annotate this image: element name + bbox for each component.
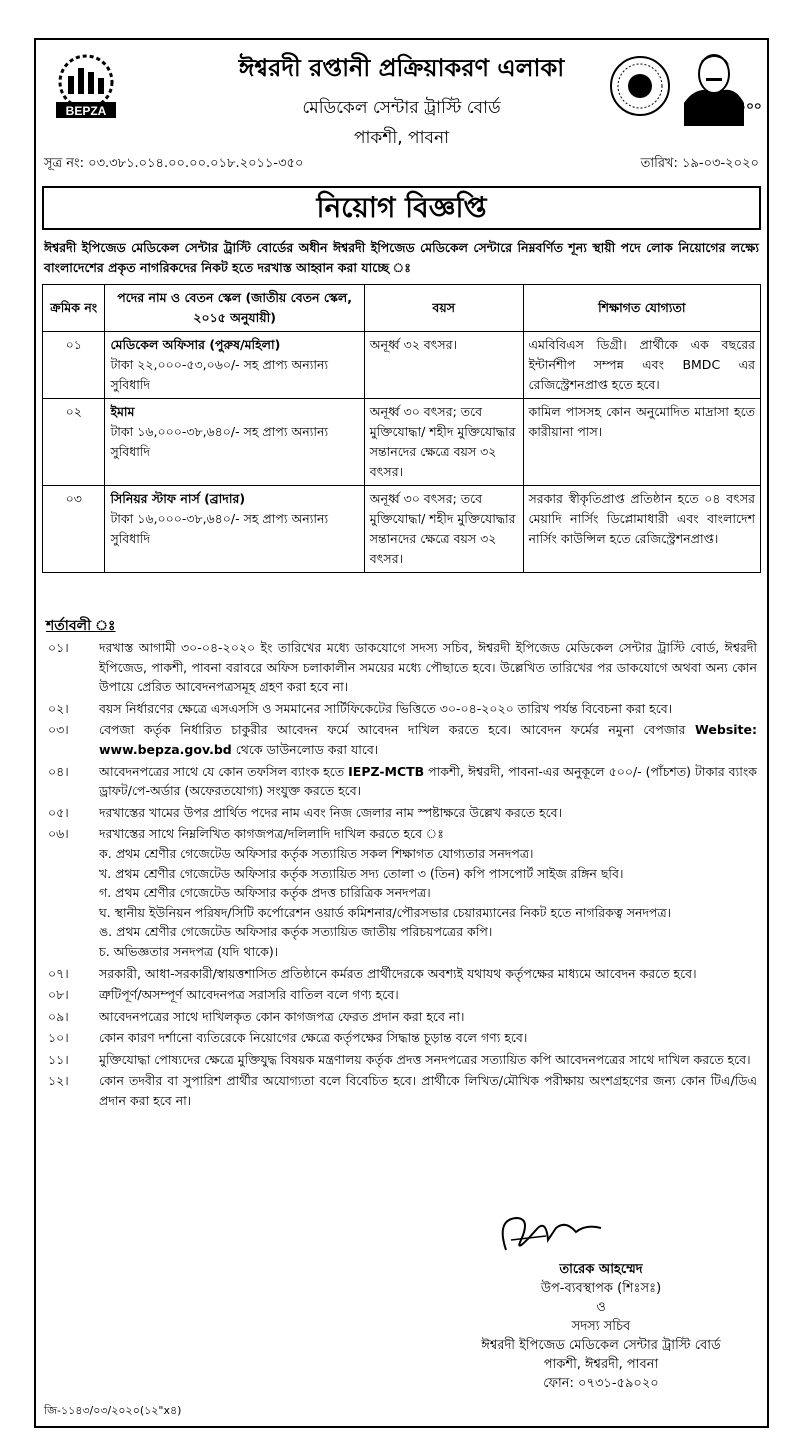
list-item xyxy=(44,985,757,1005)
posts-table xyxy=(42,284,761,573)
reference-number: সূত্র নং: ০৩.৩৮১.০১৪.০০.০০.০১৮.২০১১-৩৫০ xyxy=(44,156,304,171)
condition-text: কোন কারণ দর্শানো ব্যতিরেকে নিয়োগের ক্ষেত্রে কর্তৃপক্ষের সিদ্ধান্ত চূড়ান্ত বলে গণ্য হবে। xyxy=(99,1030,528,1046)
table-header-row xyxy=(43,285,761,332)
condition-text: বয়স নির্ধারণের ক্ষেত্রে এসএসসি ও সমমানের সার্টিফিকেটের ভিত্তিতে ৩০-০৪-২০২০ তারিখ পর্যন্ত বিবেচনা করা হবে। xyxy=(99,700,673,716)
condition-number: ০৮। xyxy=(48,987,69,1003)
condition-text: দরখাস্ত আগামী ৩০-০৪-২০২০ ইং তারিখের মধ্যে ডাকযোগে সদস্য সচিব, ঈশ্বরদী ইপিজেড মেডিকেল সেন্টার ট্রাস্টি বোর্ড, ঈশ্বরদী ইপিজেড, পাকশী, পাবনা বরাবরে অফিস চলাকালীন সময়ের মধ্যে পৌছাতে হবে। উল্লেখিত তারিখের পর ডাকযোগে অথবা অন্য কোন উপায়ে প্রেরিত আবেদনপত্রসমূহ গ্রহণ করা হবে না। xyxy=(99,640,757,695)
row-post-cell xyxy=(105,332,364,399)
signatory-org: ঈশ্বরদী ইপিজেড মেডিকেল সেন্টার ট্রাস্টি বোর্ড xyxy=(481,1338,721,1353)
condition-text: বেপজা কর্তৃক নির্ধারিত চাকুরীর আবেদন ফর্মে আবেদন দাখিল করতে হবে। আবেদন ফর্মের নমুনা বেপজার xyxy=(99,722,686,738)
table-row xyxy=(43,332,761,399)
list-item xyxy=(44,720,757,759)
condition-number: ১২। xyxy=(48,1073,69,1089)
row-serial: ০৩ xyxy=(43,486,105,573)
row-qualification: এমবিবিএস ডিগ্রী। প্রার্থীকে এক বছরের ইন্টার্নশীপ সম্পন্ন এবং BMDC এর রেজিস্ট্রেশনপ্রাপ্ত হতে হবে। xyxy=(523,332,760,399)
header-serial: ক্রমিক নং xyxy=(43,285,105,332)
row-age: অনূর্ধ্ব ৩০ বৎসর; তবে মুক্তিযোদ্ধা/ শহীদ মুক্তিযোদ্ধার সন্তানদের ক্ষেত্রে বয়স ৩২ বৎসর। xyxy=(364,399,523,486)
row-post-name: ইমাম xyxy=(110,404,135,419)
bank-account-name: IEPZ-MCTB xyxy=(348,763,425,779)
row-pay-scale: টাকা ১৬,০০০-৩৮,৬৪০/- সহ প্রাপ্য অন্যান্য সুবিধাদি xyxy=(110,424,329,459)
document-item: খ. প্রথম শ্রেণীর গেজেটেড অফিসার কর্তৃক সত্যায়িত সদ্য তোলা ৩ (তিন) কপি পাসপোর্ট সাইজ রঙ্গিন ছবি। xyxy=(99,865,624,881)
condition-text-after: পাকশী, ঈশ্বরদী, পাবনা-এর অনুকূলে ৫০০/- (পাঁচশত) টাকার ব্যাংক ড্রাফট/পে-অর্ডার (অফেরতযোগ্য) সংযুক্ত করতে হবে। xyxy=(99,763,758,799)
document-item: ক. প্রথম শ্রেণীর গেজেটেড অফিসার কর্তৃক সত্যায়িত সকল শিক্ষাগত যোগ্যতার সনদপত্র। xyxy=(99,845,534,861)
condition-text-block xyxy=(99,762,757,801)
org-subtitle: মেডিকেল সেন্টার ট্রাস্টি বোর্ড xyxy=(302,98,501,118)
svg-text:১০০: ১০০ xyxy=(738,99,762,113)
row-post-name: মেডিকেল অফিসার (পুরুষ/মহিলা) xyxy=(110,337,281,352)
condition-text: সরকারী, আধা-সরকারী/স্বায়ত্তশাসিত প্রতিষ্ঠানে কর্মরত প্রার্থীদেরকে অবশ্যই যথাযথ কর্তৃপক্ষের মাধ্যমে আবেদন করতে হবে। xyxy=(99,965,697,981)
reference-line xyxy=(44,154,759,174)
signatory-address: পাকশী, ঈশ্বরদী, পাবনা xyxy=(543,1357,659,1372)
intro-paragraph: ঈশ্বরদী ইপিজেড মেডিকেল সেন্টার ট্রাস্টি বোর্ডের অধীন ঈশ্বরদী ইপিজেড মেডিকেল সেন্টারে নিম্নবর্ণিত শূন্য স্থায়ী পদে লোক নিয়োগের লক্ষ্যে বাংলাদেশের প্রকৃত নাগরিকদের নিকট হতে দরখাস্ত আহ্বান করা যাচ্ছে ঃ xyxy=(44,240,759,275)
signature-icon xyxy=(486,1210,606,1260)
row-age: অনূর্ধ্ব ৩০ বৎসর; তবে মুক্তিযোদ্ধা/ শহীদ মুক্তিযোদ্ধার সন্তানদের ক্ষেত্রে বয়স ৩২ বৎসর। xyxy=(364,486,523,573)
table-row xyxy=(43,486,761,573)
logo-text: BEPZA xyxy=(65,104,107,118)
list-item xyxy=(44,1028,757,1048)
list-item xyxy=(44,824,757,961)
condition-number: ০৬। xyxy=(48,826,69,842)
condition-text: দরখাস্তের খামের উপর প্রার্থিত পদের নাম এবং নিজ জেলার নাম স্পষ্টাক্ষরে উল্লেখ করতে হবে। xyxy=(99,804,563,820)
header-post: পদের নাম ও বেতন স্কেল (জাতীয় বেতন স্কেল, ২০১৫ অনুযায়ী) xyxy=(105,285,364,332)
row-serial: ০২ xyxy=(43,399,105,486)
header-age: বয়স xyxy=(364,285,523,332)
list-item xyxy=(44,803,757,823)
row-post-cell xyxy=(105,399,364,486)
condition-number: ০৫। xyxy=(48,804,69,820)
document-item: চ. অভিজ্ঞতার সনদপত্র (যদি থাকে)। xyxy=(99,943,279,959)
row-post-cell xyxy=(105,486,364,573)
document-item: গ. প্রথম শ্রেণীর গেজেটেড অফিসার কর্তৃক প্রদত্ত চারিত্রিক সনদপত্র। xyxy=(99,885,431,901)
website-link[interactable]: Website: www.bepza.gov.bd xyxy=(99,722,757,757)
row-post-name: সিনিয়র স্টাফ নার্স (ব্রাদার) xyxy=(110,491,246,506)
list-item xyxy=(44,1071,757,1110)
condition-text: কোন তদবীর বা সুপারিশ প্রার্থীর অযোগ্যতা বলে বিবেচিত হবে। প্রার্থীকে লিখিত/মৌখিক পরীক্ষায় অংশগ্রহণের জন্য কোন টিএ/ডিএ প্রদান করা হবে না। xyxy=(99,1073,757,1109)
condition-text-after: থেকে ডাউনলোড করা যাবে। xyxy=(231,741,379,757)
condition-text: ত্রুটিপূর্ণ/অসম্পূর্ণ আবেদনপত্র সরাসরি বাতিল বলে গণ্য হবে। xyxy=(99,987,399,1003)
conditions-list xyxy=(44,638,757,1113)
row-age: অনূর্ধ্ব ৩২ বৎসর। xyxy=(364,332,523,399)
condition-number: ১০। xyxy=(48,1030,69,1046)
org-title: ঈশ্বরদী রপ্তানী প্রক্রিয়াকরণ এলাকা xyxy=(238,54,565,82)
header xyxy=(36,40,767,171)
condition-text: দরখাস্তের সাথে নিম্নলিখিত কাগজপত্র/দলিলাদি দাখিল করতে হবে ঃ xyxy=(99,826,444,842)
notice-banner: নিয়োগ বিজ্ঞপ্তি xyxy=(42,186,761,230)
signatory-and: ও xyxy=(596,1300,606,1315)
condition-text-block xyxy=(99,824,757,961)
notice-frame xyxy=(34,38,769,1428)
header-qualification: শিক্ষাগত যোগ্যতা xyxy=(523,285,760,332)
notice-date: তারিখ: ১৯-০৩-২০২০ xyxy=(640,156,759,171)
list-item xyxy=(44,1007,757,1027)
signatory-phone: ফোন: ০৭৩১-৫৯০২০ xyxy=(543,1376,659,1391)
document-item: ঘ. স্থানীয় ইউনিয়ন পরিষদ/সিটি কর্পোরেশন ওয়ার্ড কমিশনার/পৌরসভার চেয়ারম্যানের নিকট হতে নাগরিকত্ব সনদপত্র। xyxy=(99,904,672,920)
table-row xyxy=(43,399,761,486)
condition-text: মুক্তিযোদ্ধা পোষ্যদের ক্ষেত্রে মুক্তিযুদ্ধ বিষয়ক মন্ত্রণালয় কর্তৃক প্রদত্ত সনদপত্রের সত্যায়িত কপি আবেদনপত্রের সাথে দাখিল করতে হবে। xyxy=(99,1051,751,1067)
signatory-role: সদস্য সচিব xyxy=(571,1319,631,1334)
condition-number: ০১। xyxy=(48,640,69,655)
portrait-icon xyxy=(674,48,762,128)
condition-text: আবেদনপত্রের সাথে যে কোন তফসিল ব্যাংক হতে xyxy=(99,763,349,779)
condition-number: ০৯। xyxy=(48,1008,69,1024)
document-item: ঙ. প্রথম শ্রেণীর গেজেটেড অফিসার কর্তৃক সত্যায়িত জাতীয় পরিচয়পত্রের কপি। xyxy=(99,924,493,940)
signature-block xyxy=(436,1210,766,1393)
condition-text: আবেদনপত্রের সাথে দাখিলকৃত কোন কাগজপত্র ফেরত প্রদান করা হবে না। xyxy=(99,1008,465,1024)
seal-icon xyxy=(609,55,671,117)
condition-number: ০৭। xyxy=(48,965,69,981)
list-item xyxy=(44,699,757,719)
row-qualification: কামিল পাসসহ কোন অনুমোদিত মাদ্রাসা হতে কারীয়ানা পাস। xyxy=(523,399,760,486)
condition-number: ০৩। xyxy=(48,722,69,738)
list-item xyxy=(44,964,757,984)
footer-code: জি-১১৪৩/০৩/২০২০(১২"x৪) xyxy=(44,1404,182,1417)
signatory-name: তারেক আহম্মেদ xyxy=(559,1262,643,1277)
condition-number: ০৪। xyxy=(48,763,69,779)
row-pay-scale: টাকা ২২,০০০-৫৩,০৬০/- সহ প্রাপ্য অন্যান্য সুবিধাদি xyxy=(110,357,329,392)
org-location: পাকশী, পাবনা xyxy=(353,128,450,148)
list-item xyxy=(44,762,757,801)
condition-number: ১১। xyxy=(48,1051,69,1067)
row-qualification: সরকার স্বীকৃতিপ্রাপ্ত প্রতিষ্ঠান হতে ০৪ বৎসর মেয়াদি নার্সিং ডিপ্লোমাধারী এবং বাংলাদেশ নার্সিং কাউন্সিল হতে রেজিস্ট্রেশনপ্রাপ্ত। xyxy=(523,486,760,573)
list-item xyxy=(44,1050,757,1070)
condition-number: ০২। xyxy=(48,700,69,716)
list-item xyxy=(44,638,757,697)
conditions-title: শর্তাবলী ঃ xyxy=(46,618,116,634)
signatory-designation: উপ-ব্যবস্থাপক (শিঃসঃ) xyxy=(540,1281,662,1296)
row-pay-scale: টাকা ১৬,০০০-৩৮,৬৪০/- সহ প্রাপ্য অন্যান্য সুবিধাদি xyxy=(110,511,329,546)
condition-text-block xyxy=(99,720,757,759)
row-serial: ০১ xyxy=(43,332,105,399)
